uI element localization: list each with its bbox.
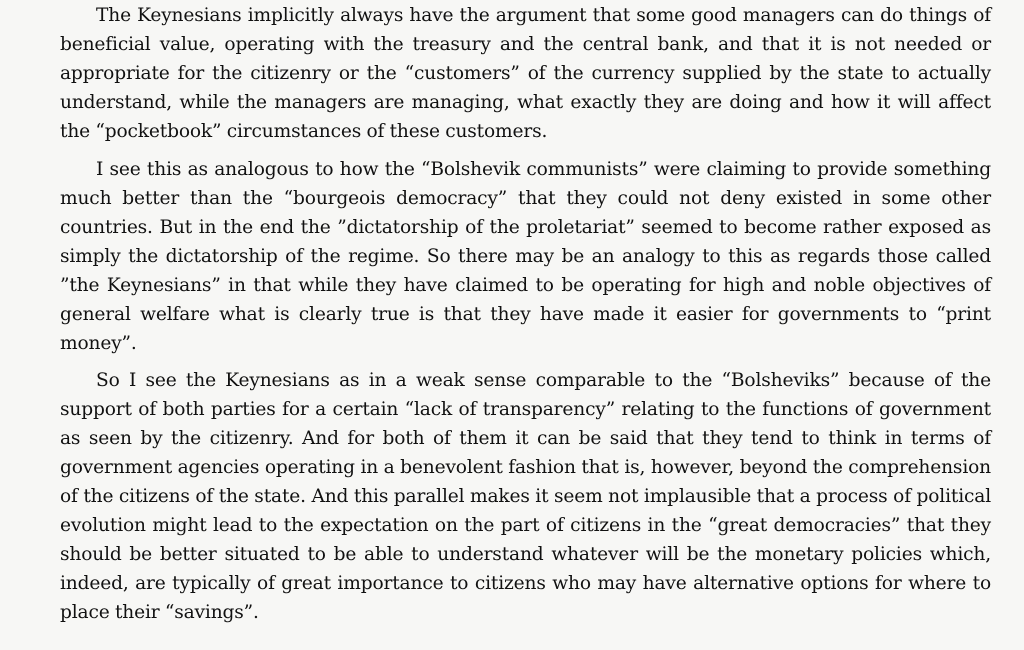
paragraph-keynesian-managers: The Keynesians implicitly always have the argument that some good managers can do things of beneficial value, operating with the treasury and the central bank, and that it is not needed or appropriate for the citizenry or the “customers” of the currency supplied by the state to actually understand, while the managers are managing, what exactly they are doing and how it will affect the “pocketbook” circumstances of these customers. [60,5,991,142]
paragraph-bolshevik-analogy: I see this as analogous to how the “Bolshevik communists” were claiming to provide something much better than the “bourgeois democracy” that they could not deny existed in some other countries. But in the end the ”dictatorship of the proletariat” seemed to become rather exposed as simply the dictatorship of the regime. So there may be an analogy to this as regards those called ”the Keynesians” in that while they have claimed to be operating for high and noble objectives of general welfare what is clearly true is that they have made it easier for governments to “print money”. [60,159,991,354]
paragraph-transparency-comparison: So I see the Keynesians as in a weak sense comparable to the “Bolsheviks” because of the support of both parties for a certain “lack of transparency” relating to the functions of government as seen by the citizenry. And for both of them it can be said that they tend to think in terms of government agencies operating in a benevolent fashion that is, however, beyond the comprehension of the citizens of the state. And this parallel makes it seem not implausible that a process of political evolution might lead to the expectation on the part of citizens in the “great democracies” that they should be better situated to be able to understand whatever will be the monetary policies which, indeed, are typically of great importance to citizens who may have alternative options for where to place their “savings”. [60,370,991,623]
